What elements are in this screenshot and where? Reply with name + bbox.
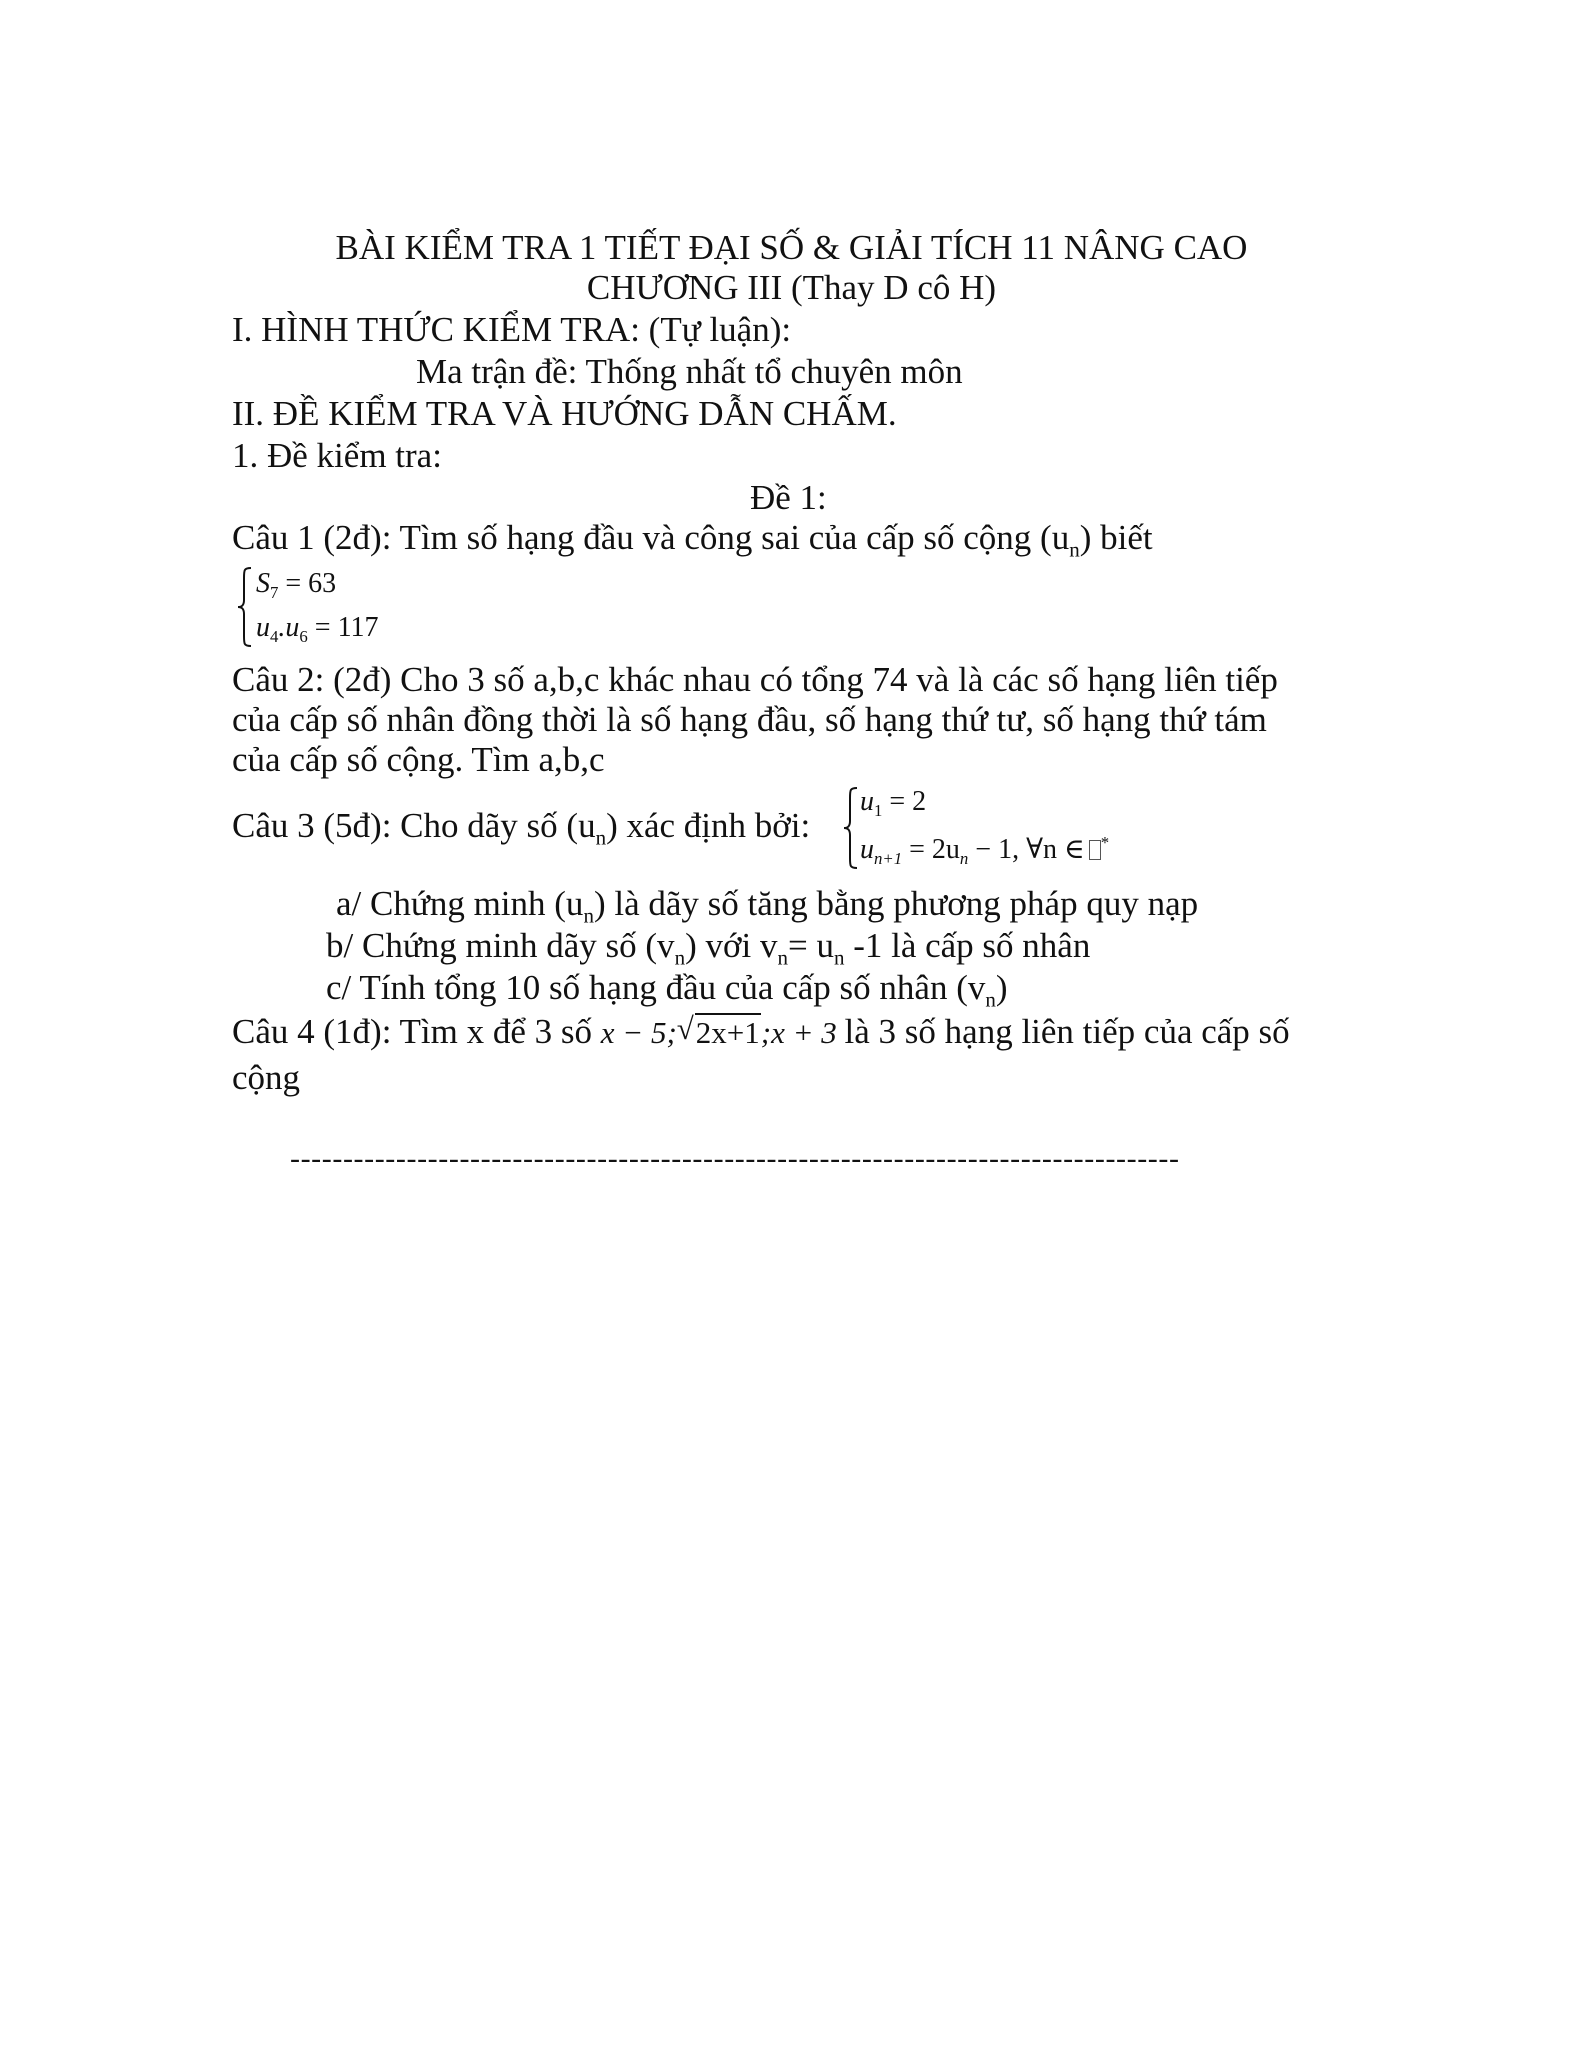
part-c-text: c/ Tính tổng 10 số hạng đầu của cấp số nhân (v: [326, 968, 986, 1007]
eq-subscript: 7: [270, 582, 279, 602]
question-3-equation-1: [860, 786, 926, 818]
question-3-text: [232, 806, 811, 850]
eq-symbol: S: [256, 568, 270, 599]
eq-subscript: n+1: [874, 848, 903, 868]
question-3-body: Câu 3 (5đ): Cho dãy số (u: [232, 806, 596, 845]
part-c-subscript: n: [985, 987, 996, 1012]
footer-separator: ------------------------------------------------------------------------------------: [290, 1142, 1180, 1175]
question-4-line-1: [232, 1012, 1290, 1053]
question-4-expression: [600, 1011, 845, 1050]
square-root: [677, 1013, 761, 1053]
eq-subscript: 1: [874, 800, 883, 820]
part-b-subscript: n: [674, 945, 686, 970]
eq-middle: = 2u: [902, 834, 960, 865]
question-1-subscript: n: [1069, 537, 1080, 562]
radicand: 2x+1: [695, 1015, 760, 1050]
expr-part-a: x − 5;: [600, 1015, 677, 1050]
question-3-tail: ) xác định bởi:: [606, 806, 811, 845]
question-1-tail: ) biết: [1079, 518, 1153, 557]
eq-value: = 63: [278, 568, 337, 599]
eq-value: = 2: [882, 786, 927, 817]
section-2-heading: II. ĐỀ KIỂM TRA VÀ HƯỚNG DẪN CHẤM.: [232, 394, 897, 433]
question-1-equation-2: [256, 612, 379, 644]
eq-superscript: *: [1100, 832, 1110, 852]
exam-subheading: 1. Đề kiểm tra:: [232, 436, 442, 475]
part-a-subscript: n: [583, 903, 594, 928]
question-3-part-c: [326, 968, 1008, 1012]
part-b-subscript-3: n: [833, 945, 845, 970]
part-c-tail: ): [995, 968, 1008, 1007]
question-4-line-2: cộng: [232, 1058, 301, 1097]
expr-part-b: ;x + 3: [760, 1015, 837, 1050]
eq-value: = 117: [307, 612, 379, 643]
question-1-brace: [236, 566, 254, 648]
exam-number: Đề 1:: [750, 478, 827, 517]
question-3-part-b: [326, 926, 1091, 970]
matrix-note: Ma trận đề: Thống nhất tổ chuyên môn: [416, 352, 963, 391]
eq-symbol: .u: [278, 612, 300, 643]
eq-symbol: u: [860, 786, 874, 817]
question-1-body: Câu 1 (2đ): Tìm số hạng đầu và công sai của cấp số cộng (u: [232, 518, 1070, 557]
question-3-subscript: n: [595, 825, 607, 850]
question-1-text: [232, 518, 1153, 562]
part-b-text: b/ Chứng minh dãy số (v: [326, 926, 675, 965]
part-b-middle: ) với v: [685, 926, 778, 965]
part-b-tail: -1 là cấp số nhân: [844, 926, 1091, 965]
eq-subscript: n: [959, 848, 969, 868]
exam-title-line2: CHƯƠNG III (Thay D cô H): [586, 268, 997, 307]
part-a-text: a/ Chứng minh (u: [336, 884, 584, 923]
question-2-line-2: của cấp số nhân đồng thời là số hạng đầu, số hạng thứ tư, số hạng thứ tám: [232, 700, 1267, 739]
radical-sign-icon: √: [676, 1011, 694, 1046]
question-4-body: Câu 4 (1đ): Tìm x để 3 số: [232, 1012, 593, 1051]
eq-value: − 1, ∀n ∈: [968, 834, 1085, 865]
eq-subscript: 6: [299, 626, 308, 646]
section-1-heading: I. HÌNH THỨC KIỂM TRA: (Tự luận):: [232, 310, 792, 349]
missing-glyph-box: [1089, 840, 1101, 860]
part-b-subscript-2: n: [777, 945, 788, 970]
eq-symbol: u: [860, 834, 874, 865]
eq-symbol: u: [256, 612, 270, 643]
question-2-line-1: Câu 2: (2đ) Cho 3 số a,b,c khác nhau có tổng 74 và là các số hạng liên tiếp: [232, 660, 1278, 699]
question-4-tail: là 3 số hạng liên tiếp của cấp số: [844, 1012, 1290, 1051]
part-b-middle-2: = u: [787, 926, 834, 965]
question-3-brace: [842, 786, 860, 870]
question-1-equation-1: [256, 568, 336, 600]
question-3-part-a: [336, 884, 1199, 928]
question-3-equation-2: [860, 834, 1109, 866]
question-2-line-3: của cấp số cộng. Tìm a,b,c: [232, 740, 605, 779]
exam-title-line1: BÀI KIỂM TRA 1 TIẾT ĐẠI SỐ & GIẢI TÍCH 11 NÂNG CAO: [335, 228, 1248, 267]
eq-subscript: 4: [270, 626, 279, 646]
part-a-tail: ) là dãy số tăng bằng phương pháp quy nạp: [593, 884, 1199, 923]
